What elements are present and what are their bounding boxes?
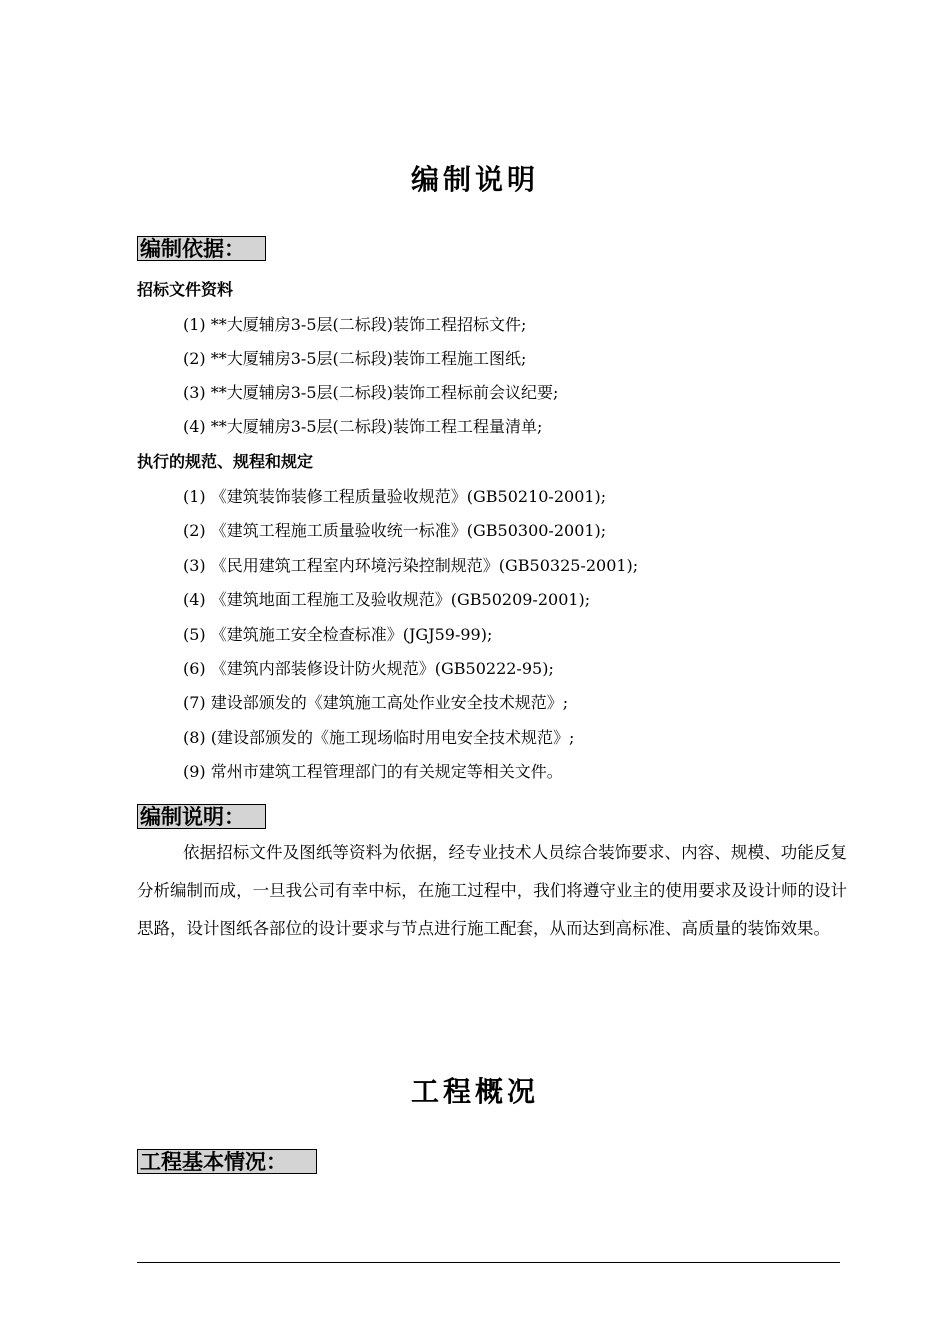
list-item: (4) **大厦辅房3-5层(二标段)装饰工程工程量清单;	[183, 417, 543, 436]
list-item: (2) **大厦辅房3-5层(二标段)装饰工程施工图纸;	[183, 349, 527, 368]
list-item: (7) 建设部颁发的《建筑施工高处作业安全技术规范》;	[183, 693, 569, 712]
section-heading-basis: 编制依据：	[137, 236, 266, 261]
list-item: (6) 《建筑内部装修设计防火规范》(GB50222-95);	[183, 659, 554, 678]
section-title-overview: 工程概况	[410, 1075, 539, 1108]
list-item: (5) 《建筑施工安全检查标准》(JGJ59-99);	[183, 625, 493, 644]
list-item: (1) 《建筑装饰装修工程质量验收规范》(GB50210-2001);	[183, 487, 607, 506]
list-item: (3) 《民用建筑工程室内环境污染控制规范》(GB50325-2001);	[183, 556, 639, 575]
section-heading-basic-info: 工程基本情况：	[137, 1149, 317, 1174]
list-item: (4) 《建筑地面工程施工及验收规范》(GB50209-2001);	[183, 590, 591, 609]
footer-rule	[137, 1262, 840, 1263]
subheading-tender-docs: 招标文件资料	[137, 280, 234, 299]
list-item: (9) 常州市建筑工程管理部门的有关规定等相关文件。	[183, 762, 563, 781]
subheading-norms: 执行的规范、规程和规定	[137, 452, 314, 471]
list-item: (1) **大厦辅房3-5层(二标段)装饰工程招标文件;	[183, 315, 527, 334]
list-item: (2) 《建筑工程施工质量验收统一标准》(GB50300-2001);	[183, 521, 607, 540]
list-item: (8) (建设部颁发的《施工现场临时用电安全技术规范》;	[183, 728, 575, 747]
explain-paragraph: 依据招标文件及图纸等资料为依据，经专业技术人员综合装饰要求、内容、规模、功能反复分析编制而成，一旦我公司有幸中标，在施工过程中，我们将遵守业主的使用要求及设计师的设计思路，设计图纸各部位的设计要求与节点进行施工配套，从而达到高标准、高质量的装饰效果。	[137, 843, 847, 938]
section-heading-explain: 编制说明：	[137, 804, 266, 829]
page-title: 编制说明	[410, 163, 539, 196]
list-item: (3) **大厦辅房3-5层(二标段)装饰工程标前会议纪要;	[183, 383, 559, 402]
